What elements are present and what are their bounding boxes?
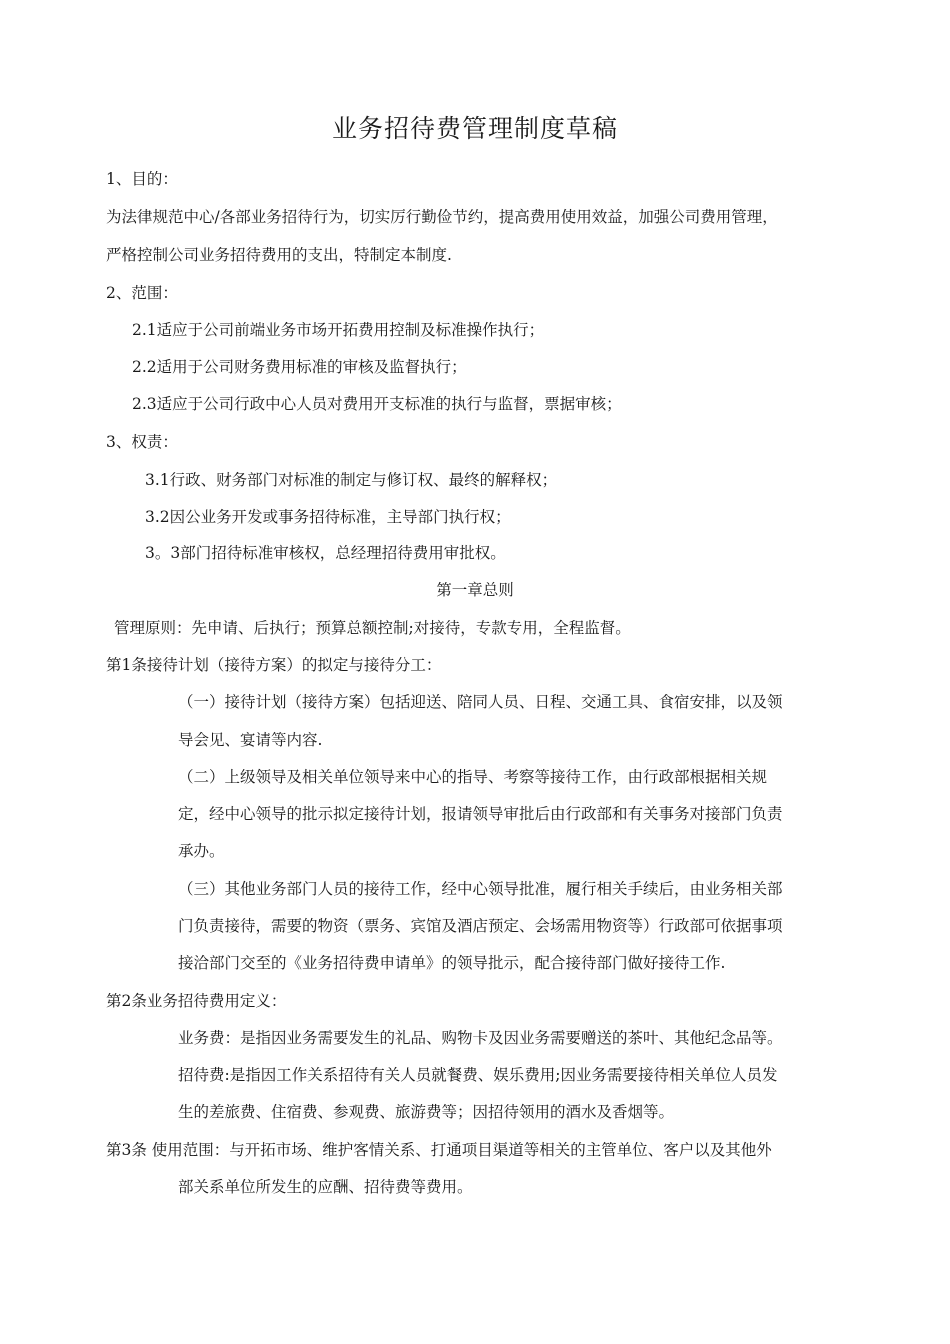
paragraph-line: 承办。 xyxy=(178,842,225,860)
list-item: 2.3适应于公司行政中心人员对费用开支标准的执行与监督，票据审核； xyxy=(132,395,622,413)
paragraph-line: 门负责接待，需要的物资（票务、宾馆及酒店预定、会场需用物资等）行政部可依据事项 xyxy=(178,917,783,935)
list-item: 3.1行政、财务部门对标准的制定与修订权、最终的解释权； xyxy=(145,471,558,489)
article-2-heading: 第2条业务招待费用定义： xyxy=(106,992,287,1010)
article-1-heading: 第1条接待计划（接待方案）的拟定与接待分工： xyxy=(106,656,442,674)
section-3-heading: 3、权责： xyxy=(106,433,178,451)
list-item: 3。3部门招待标准审核权，总经理招待费用审批权。 xyxy=(145,544,506,562)
paragraph-line: 为法律规范中心/各部业务招待行为，切实厉行勤俭节约，提高费用使用效益，加强公司费用管理， xyxy=(106,208,778,226)
paragraph-line: （二）上级领导及相关单位领导来中心的指导、考察等接待工作，由行政部根据相关规 xyxy=(178,768,768,786)
paragraph-line: 严格控制公司业务招待费用的支出，特制定本制度. xyxy=(106,246,452,264)
management-principle: 管理原则：先申请、后执行；预算总额控制;对接待，专款专用，全程监督。 xyxy=(114,619,631,637)
list-item: 2.1适应于公司前端业务市场开拓费用控制及标准操作执行； xyxy=(132,321,545,339)
section-1-heading: 1、目的： xyxy=(106,170,178,188)
paragraph-line: （一）接待计划（接待方案）包括迎送、陪同人员、日程、交通工具、食宿安排，以及领 xyxy=(178,693,783,711)
document-title: 业务招待费管理制度草稿 xyxy=(331,114,618,143)
article-3-line: 第3条 使用范围：与开拓市场、维护客情关系、打通项目渠道等相关的主管单位、客户以及其他外 xyxy=(106,1141,772,1159)
paragraph-line: 定，经中心领导的批示拟定接待计划，报请领导审批后由行政部和有关事务对接部门负责 xyxy=(178,805,783,823)
paragraph-line: （三）其他业务部门人员的接待工作，经中心领导批准，履行相关手续后，由业务相关部 xyxy=(178,880,783,898)
list-item: 3.2因公业务开发或事务招待标准，主导部门执行权； xyxy=(145,508,511,526)
definition-line: 生的差旅费、住宿费、参观费、旅游费等；因招待领用的酒水及香烟等。 xyxy=(178,1103,675,1121)
section-2-heading: 2、范围： xyxy=(106,284,178,302)
paragraph-line: 接洽部门交至的《业务招待费申请单》的领导批示，配合接待部门做好接待工作. xyxy=(178,954,726,972)
definition-line: 招待费:是指因工作关系招待有关人员就餐费、娱乐费用;因业务需要接待相关单位人员发 xyxy=(178,1066,778,1084)
definition-line: 业务费：是指因业务需要发生的礼品、购物卡及因业务需要赠送的茶叶、其他纪念品等。 xyxy=(178,1029,783,1047)
paragraph-line: 导会见、宴请等内容. xyxy=(178,731,323,749)
article-3-line: 部关系单位所发生的应酬、招待费等费用。 xyxy=(178,1178,473,1196)
list-item: 2.2适用于公司财务费用标准的审核及监督执行； xyxy=(132,358,467,376)
chapter-title: 第一章总则 xyxy=(436,581,514,599)
